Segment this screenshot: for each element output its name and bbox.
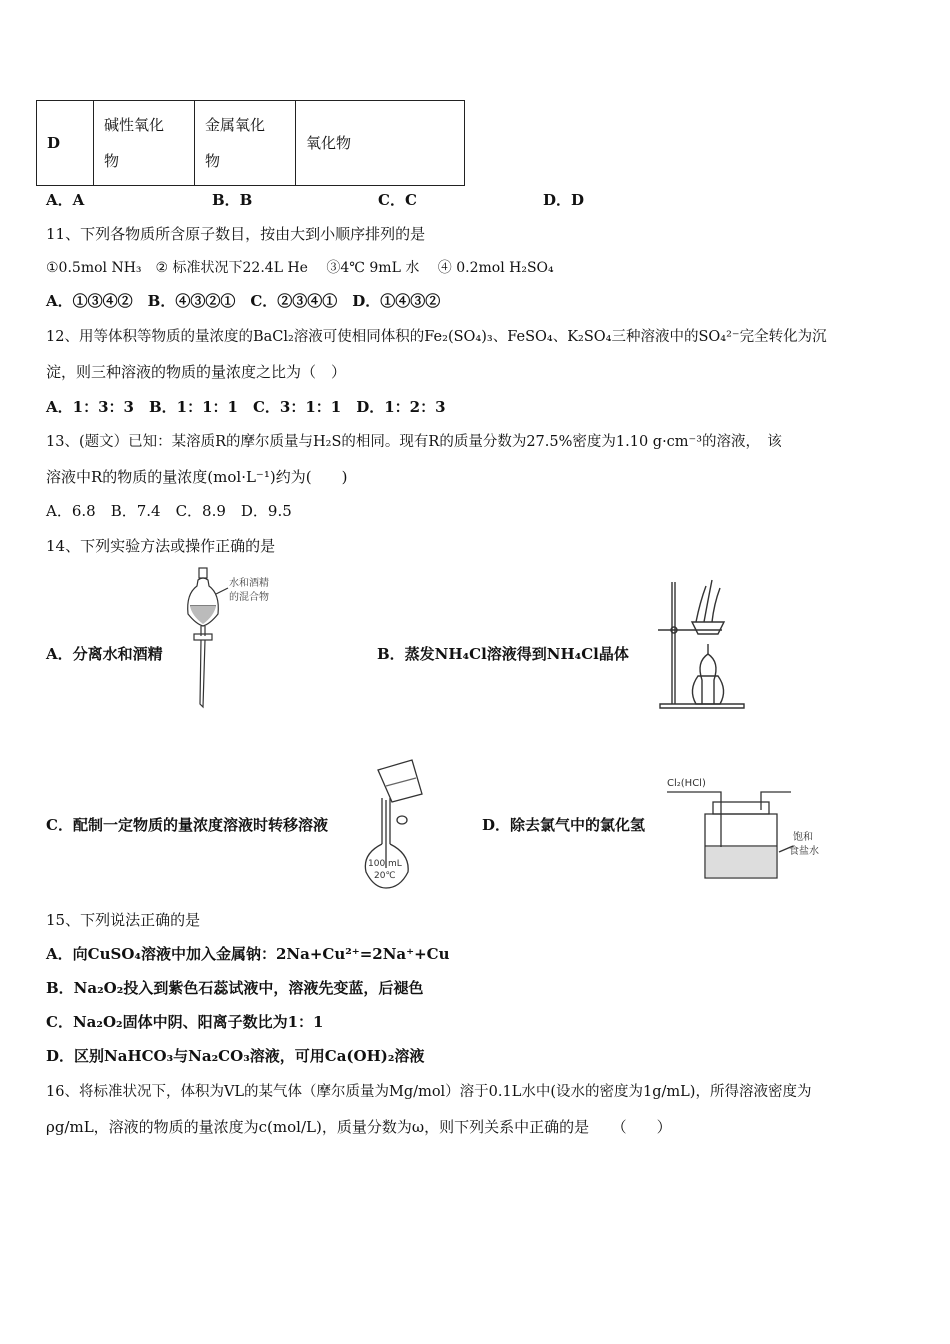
q11-options: A．①③④② B．④③②① C．②③④① D．①④③② — [46, 292, 441, 310]
q14-option-a: A．分离水和酒精 — [46, 645, 163, 663]
fig-a-label-1: 水和酒精 — [229, 578, 269, 589]
volumetric-flask-figure — [356, 758, 436, 892]
q12-line1: 12、用等体积等物质的量浓度的BaCl₂溶液可使相同体积的Fe₂(SO₄)₃、FeSO₄、K₂SO₄三种溶液中的SO₄²⁻完全转化为沉 — [46, 329, 827, 345]
fig-a-label-2: 的混合物 — [229, 592, 269, 603]
fig-d-gas-label: Cl₂(HCl) — [667, 778, 706, 789]
q15-option-d: D．区别NaHCO₃与Na₂CO₃溶液，可用Ca(OH)₂溶液 — [46, 1047, 425, 1065]
option-c: C．C — [378, 191, 417, 209]
separatory-funnel-figure — [180, 564, 290, 714]
fig-c-label-2: 20℃ — [374, 871, 396, 881]
table-cell: 碱性氧化 物 — [94, 101, 195, 186]
option-d: D．D — [543, 191, 585, 209]
q14-option-b: B．蒸发NH₄Cl溶液得到NH₄Cl晶体 — [377, 645, 629, 663]
gas-washing-figure — [665, 772, 835, 884]
q15-stem: 15、下列说法正确的是 — [46, 911, 201, 929]
table-cell: 氧化物 — [296, 101, 465, 186]
q13-options: A．6.8 B．7.4 C．8.9 D．9.5 — [46, 502, 292, 520]
q16-line2: ρg/mL，溶液的物质的量浓度为c(mol/L)，质量分数为ω，则下列关系中正确的是 （ ） — [46, 1118, 672, 1136]
q14-option-c: C．配制一定物质的量浓度溶液时转移溶液 — [46, 816, 328, 834]
q14-stem: 14、下列实验方法或操作正确的是 — [46, 537, 276, 555]
option-a: A．A — [46, 191, 85, 209]
q11-stem: 11、下列各物质所含原子数目，按由大到小顺序排列的是 — [46, 225, 426, 243]
evaporation-figure — [652, 572, 752, 712]
q13-line1: 13、(题文）已知：某溶质R的摩尔质量与H₂S的相同。现有R的质量分数为27.5%密度为1.10 g·cm⁻³的溶液， 该 — [46, 434, 782, 450]
fig-c-label-1: 100 mL — [368, 859, 402, 869]
q14-option-d: D．除去氯气中的氯化氢 — [482, 816, 646, 834]
q15-option-a: A．向CuSO₄溶液中加入金属钠：2Na+Cu²⁺=2Na⁺+Cu — [46, 945, 450, 963]
q12-options: A．1：3：3 B．1：1：1 C．3：1：1 D．1：2：3 — [46, 398, 446, 416]
answer-table — [36, 100, 465, 186]
table-row-label: D — [37, 101, 94, 186]
table-row — [37, 101, 465, 186]
q11-items: ①0.5mol NH₃ ② 标准状况下22.4L He ③4℃ 9mL 水 ④ 0.2mol H₂SO₄ — [46, 260, 554, 276]
fig-d-label-1: 饱和 — [793, 832, 813, 843]
table-cell: 金属氧化 物 — [195, 101, 296, 186]
option-b: B．B — [212, 191, 253, 209]
q16-line1: 16、将标准状况下，体积为VL的某气体（摩尔质量为Mg/mol）溶于0.1L水中(设水的密度为1g/mL)，所得溶液密度为 — [46, 1084, 812, 1100]
q12-line2: 淀，则三种溶液的物质的量浓度之比为（ ） — [46, 363, 347, 381]
q13-line2: 溶液中R的物质的量浓度(mol·L⁻¹)约为( ) — [46, 468, 348, 486]
fig-d-label-2: 食盐水 — [789, 846, 819, 857]
q15-option-b: B．Na₂O₂投入到紫色石蕊试液中，溶液先变蓝，后褪色 — [46, 979, 424, 997]
q15-option-c: C．Na₂O₂固体中阴、阳离子数比为1：1 — [46, 1013, 324, 1031]
